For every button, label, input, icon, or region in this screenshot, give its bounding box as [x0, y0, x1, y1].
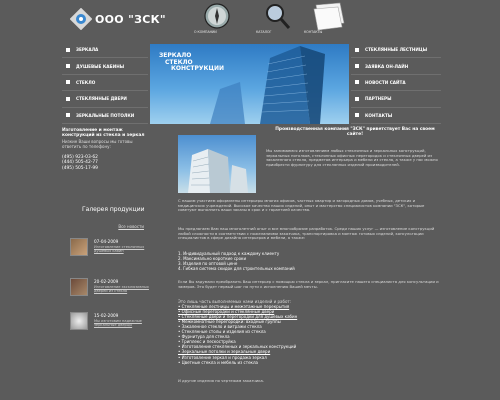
right-menu-item-site-news[interactable]	[351, 75, 441, 91]
topnav-catalog[interactable]	[258, 0, 298, 42]
bullet-icon	[355, 80, 359, 84]
topnav-about-label: О КОМПАНИИ	[194, 30, 217, 34]
topnav-about[interactable]	[194, 0, 238, 42]
benefit-item: 4. Гибкая система скидок для строительных компаний	[178, 266, 295, 271]
building-photo	[178, 135, 256, 193]
left-menu-label: СТЕКЛЯННЫЕ ДВЕРИ	[76, 96, 127, 102]
phone-number: (495) 505-17-99	[62, 165, 98, 171]
topnav-catalog-label: КАТАЛОГ	[256, 30, 272, 34]
news-thumbnail[interactable]	[70, 312, 88, 330]
right-menu-item-staircases[interactable]	[351, 42, 441, 58]
paper-icon	[312, 1, 346, 31]
main-content	[178, 127, 440, 400]
brand-name[interactable]: ООО "ЗСК"	[95, 13, 166, 26]
right-menu-label: СТЕКЛЯННЫЕ ЛЕСТНИЦЫ	[365, 47, 428, 53]
bullet-icon	[355, 113, 359, 117]
service-item: • Изготовление стеклянных и зеркальных конструкций	[178, 344, 297, 350]
service-item[interactable]: • Зеркальные потолки и зеркальные двери	[178, 349, 271, 355]
service-item: • Триплекс и пескоструйка	[178, 339, 236, 345]
left-menu-item-glass[interactable]	[62, 75, 148, 91]
header	[0, 0, 500, 42]
service-item[interactable]: • Стеклянные двери и перегородки для душевых кабин	[178, 314, 298, 320]
news-item[interactable]	[70, 238, 150, 268]
phone-list	[62, 155, 148, 171]
news-date: 15-02-2009	[94, 313, 119, 318]
service-item: • Закаленное стекло и витражи стекла	[178, 324, 262, 330]
left-menu	[62, 42, 148, 124]
paragraph-2: С нашим участием оформлены интерьеры многих офисов, частных квартир и загородных домов, учебных, детских и медицинских учреждений. Высокое качество наших изделий, опыт и мастерство специалистов компании "ЗСК", которые советуют выполнить ваши заказы в срок и с гарантией качества.	[178, 198, 425, 213]
news-date: 07-04-2009	[94, 239, 119, 244]
banner-line-1: ЗЕРКАЛО	[159, 52, 192, 59]
sidebar-title: Изготовление и монтаж конструкций из стекла и зеркал	[62, 128, 145, 138]
paragraph-5: И другие изделия по чертежам заказчика.	[178, 378, 265, 383]
building-photo-illustration	[178, 135, 256, 193]
welcome-heading: Производственная компания "ЗСК" приветствует Вас на своем сайте!	[275, 127, 435, 137]
news-thumbnail[interactable]	[70, 238, 88, 256]
banner-text	[159, 53, 224, 73]
left-menu-item-glass-doors[interactable]	[62, 91, 148, 107]
bullet-icon	[66, 80, 70, 84]
paragraph-1: Мы занимаемся изготовлением любых стеклянных и зеркальных конструкций, зеркальных потолков, стеклянных офисных перегородок и стеклянных дверей из закаленного стекла, предметов интерьера и мебели из стекла, а также у нас можно приобрести фурнитуру для стеклянных изделий производителей.	[266, 148, 438, 167]
bullet-icon	[355, 48, 359, 52]
services-list-intro: Это лишь часть выполняемых нами изделий и работ:	[178, 299, 292, 304]
compass-icon	[202, 1, 232, 31]
all-news-link[interactable]: Все новости	[118, 224, 144, 229]
phone-number: (444) 505-42-77	[62, 160, 98, 166]
gallery-link[interactable]: Галерея продукции	[82, 206, 145, 213]
right-menu-label: КОНТАКТЫ	[365, 112, 393, 118]
right-menu-item-partners[interactable]	[351, 91, 441, 107]
right-menu-label: НОВОСТИ САЙТА	[365, 79, 406, 85]
service-item: • Изготовление зеркал и продажа зеркал	[178, 354, 267, 360]
left-menu-label: СТЕКЛО	[76, 79, 96, 85]
topnav-contacts-label: КОНТАКТЫ	[304, 30, 323, 34]
magnifier-icon	[262, 1, 292, 31]
benefit-item: 2. Максимально короткие сроки	[178, 256, 247, 261]
left-menu-item-mirrors[interactable]	[62, 42, 148, 58]
hero-banner	[150, 44, 349, 124]
service-item[interactable]: • Стеклянные лестницы и межэтажные перекрытия	[178, 304, 290, 310]
right-menu	[351, 42, 441, 124]
news-item[interactable]	[70, 278, 150, 308]
paragraph-4: Если Вы задумали преобразить Ваш интерьер с помощью стекла и зеркал, пригласите нашего специалиста для консультации и замеров. Это будет первый шаг на пути к исполнению Вашей мечты.	[178, 279, 439, 289]
service-item: • Фурнитура для стекла	[178, 334, 230, 340]
sidebar-text: Низкие Ваши вопросы мы готовы ответить по телефону:	[62, 139, 133, 149]
service-item: • Межкомнатные перегородки: входные группы	[178, 319, 281, 325]
news-link[interactable]: Изготовление стеклянных душевых кабин	[94, 245, 145, 254]
benefits-list	[178, 251, 440, 271]
banner-line-2: СТЕКЛО	[165, 58, 193, 66]
benefit-item: 1. Индивидуальный подход к каждому клиенту	[178, 251, 280, 256]
news-date: 20-02-2009	[94, 279, 119, 284]
service-item[interactable]: • Офисные перегородки и стеклянные двери	[178, 309, 275, 315]
bullet-icon	[66, 113, 70, 117]
right-menu-label: ПАРТНЕРЫ	[365, 96, 392, 102]
banner-line-3: КОНСТРУКЦИИ	[171, 65, 225, 72]
bullet-icon	[66, 97, 70, 101]
news-link[interactable]: Мы изготовим надежные зеркальные дверцы	[94, 319, 142, 328]
left-menu-label: ДУШЕВЫЕ КАБИНЫ	[76, 63, 125, 69]
bullet-icon	[355, 97, 359, 101]
left-menu-label: ЗЕРКАЛЬНЫЕ ПОТОЛКИ	[76, 112, 135, 118]
news-thumbnail[interactable]	[70, 278, 88, 296]
phone-number: (495) 923-03-62	[62, 155, 98, 160]
services-list	[178, 299, 440, 365]
topnav-contacts[interactable]	[304, 0, 348, 42]
paragraph-3: Мы предлагаем Вам наш многолетний опыт и все многообразие разработок. Среди наших услуг — изготовление конструкций любой сложности в соответствии с пожеланиями заказчика, транспортировка и монтаж готовых изделий, консультации специалистов в сфере дизайна интерьеров и мебели, а также:	[178, 226, 435, 241]
right-menu-item-online-request[interactable]	[351, 58, 441, 74]
company-logo-icon[interactable]	[70, 8, 92, 30]
sidebar	[62, 128, 148, 400]
service-item: • Цветные стекла и мебель из стекла	[178, 359, 258, 365]
left-menu-item-shower-cabins[interactable]	[62, 58, 148, 74]
benefit-item: 3. Изделия по оптовой цене	[178, 261, 238, 266]
news-item[interactable]	[70, 312, 150, 342]
right-menu-item-contacts[interactable]	[351, 108, 441, 124]
bullet-icon	[66, 48, 70, 52]
service-item: • Стеклянные столы и изделия из стекла	[178, 329, 266, 335]
left-menu-label: ЗЕРКАЛА	[76, 47, 99, 53]
bullet-icon	[355, 64, 359, 68]
bullet-icon	[66, 64, 70, 68]
left-menu-item-mirror-ceilings[interactable]	[62, 108, 148, 124]
news-link[interactable]: Изготовление эксклюзивных дверей из стекла	[94, 285, 149, 294]
right-menu-label: ЗАЯВКА ОН-ЛАЙН	[365, 63, 409, 69]
